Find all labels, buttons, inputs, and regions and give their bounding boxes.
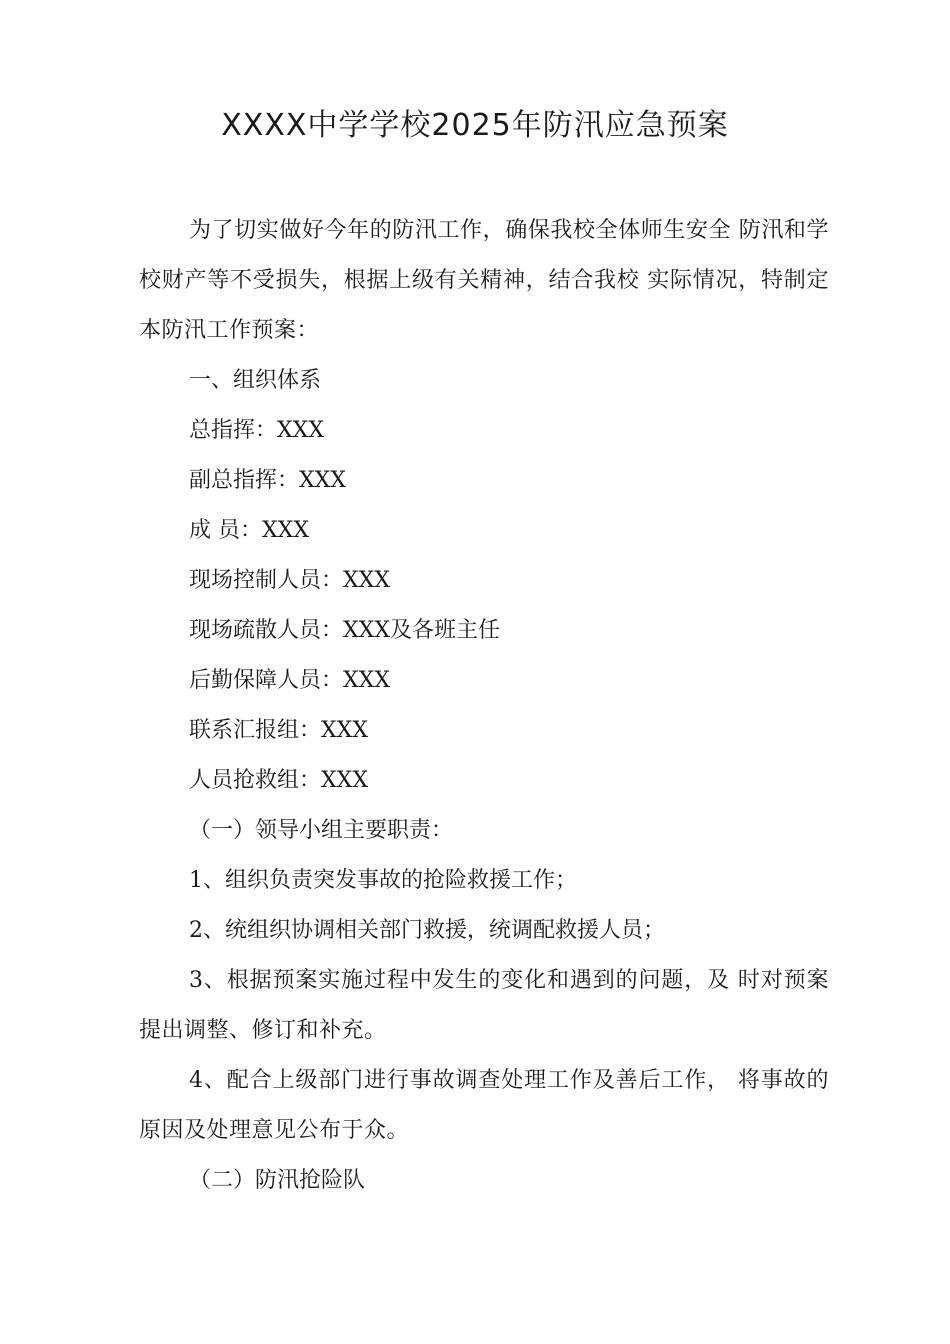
- section-heading-organization: 一、组织体系: [189, 368, 322, 393]
- document-title: XXXX中学学校2025年防汛应急预案: [221, 108, 729, 143]
- role-line: 后勤保障人员：XXX: [189, 668, 390, 693]
- role-line: 联系汇报组：XXX: [189, 718, 368, 743]
- duty-item: 3、根据预案实施过程中发生的变化和遇到的问题，及 时对预案提出调整、修订和补充。: [139, 968, 829, 1043]
- role-line: 副总指挥：XXX: [189, 468, 346, 493]
- role-line: 总指挥：XXX: [189, 418, 324, 443]
- duty-item: 2、统组织协调相关部门救援，统调配救援人员；: [189, 918, 665, 943]
- subsection-heading-rescue-team: （二）防汛抢险队: [189, 1168, 366, 1193]
- role-line: 成 员：XXX: [189, 518, 309, 543]
- intro-paragraph: 为了切实做好今年的防汛工作，确保我校全体师生安全 防汛和学校财产等不受损失，根据上级有关精神，结合我校 实际情况，特制定本防汛工作预案：: [139, 218, 829, 343]
- role-line: 人员抢救组：XXX: [189, 768, 368, 793]
- document-body: [139, 206, 829, 1206]
- role-line: 现场控制人员：XXX: [189, 568, 390, 593]
- duty-item: 1、组织负责突发事故的抢险救援工作；: [189, 868, 577, 893]
- subsection-heading-leadership-duties: （一）领导小组主要职责：: [189, 818, 454, 843]
- duty-item: 4、配合上级部门进行事故调查处理工作及善后工作， 将事故的原因及处理意见公布于众。: [139, 1068, 829, 1143]
- role-line: 现场疏散人员：XXX及各班主任: [189, 618, 500, 643]
